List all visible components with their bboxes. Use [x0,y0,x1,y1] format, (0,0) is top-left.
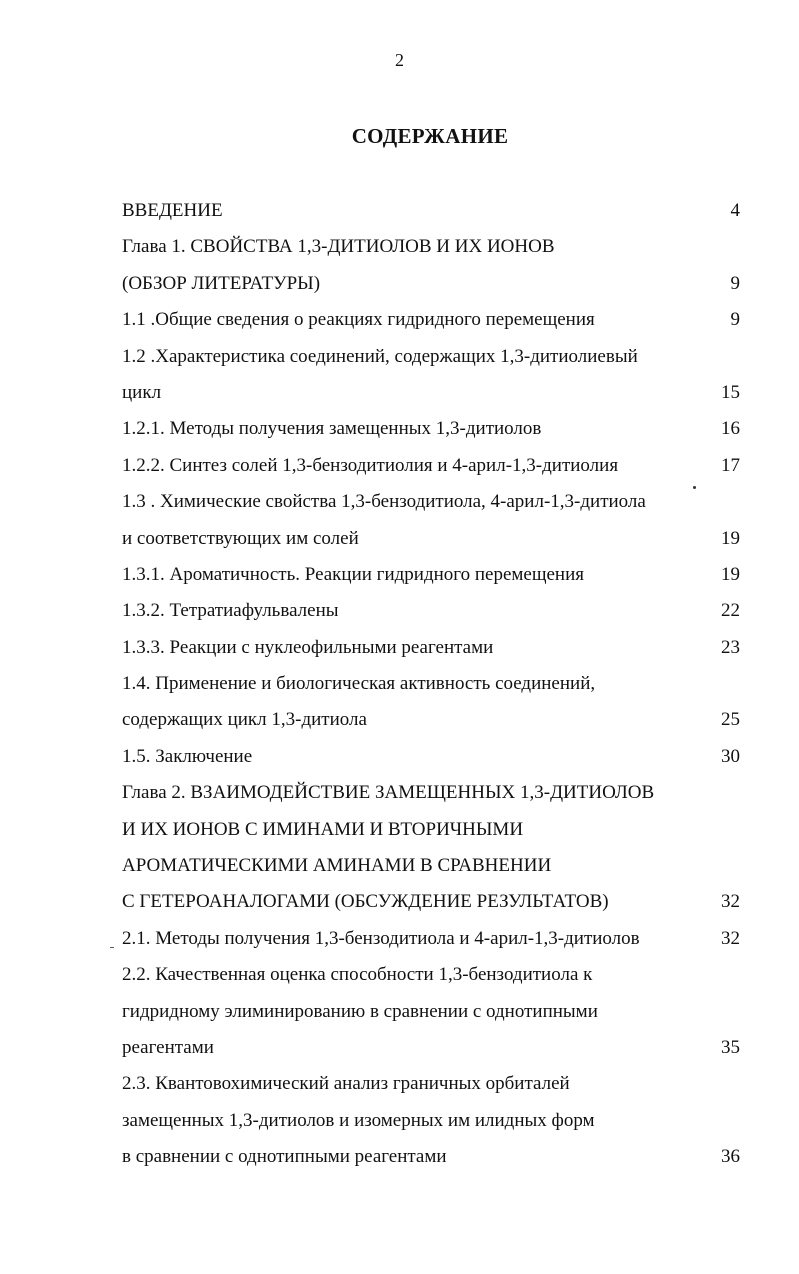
toc-entry [122,411,742,447]
toc-entry [122,775,742,811]
toc-entry-title: 2.1. Методы получения 1,3-бензодитиола и 4-арил-1,3-дитиолов [122,927,640,949]
toc-entry-page: 16 [721,418,740,440]
toc-entry [122,193,742,229]
toc-entry-title: 1.1 .Общие сведения о реакциях гидридного перемещения [122,309,595,331]
scan-artifact-dash [110,947,114,948]
toc-entry-page: 17 [721,454,740,476]
toc-entry [122,739,742,775]
toc-entry-page: 9 [730,309,740,331]
toc-entry [122,266,742,302]
toc-entry [122,593,742,629]
toc-entry-title: С ГЕТЕРОАНАЛОГАМИ (ОБСУЖДЕНИЕ РЕЗУЛЬТАТОВ) [122,891,609,913]
scan-artifact-dot [693,486,696,489]
toc-entry-title: АРОМАТИЧЕСКИМИ АМИНАМИ В СРАВНЕНИИ [122,855,552,877]
toc-entry-title: Глава 1. СВОЙСТВА 1,3-ДИТИОЛОВ И ИХ ИОНОВ [122,236,555,258]
toc-entry-title: и соответствующих им солей [122,527,359,549]
toc-entry-page: 35 [721,1036,740,1058]
toc-entry [122,957,742,993]
toc-entry-title: И ИХ ИОНОВ С ИМИНАМИ И ВТОРИЧНЫМИ [122,818,524,840]
toc-entry-page: 19 [721,527,740,549]
toc-entry-title: 1.2.2. Синтез солей 1,3-бензодитиолия и 4-арил-1,3-дитиолия [122,454,619,476]
toc-entry-title: 1.3.1. Ароматичность. Реакции гидридного перемещения [122,563,584,585]
page-title: СОДЕРЖАНИЕ [351,124,509,148]
toc-entry-title: Глава 2. ВЗАИМОДЕЙСТВИЕ ЗАМЕЩЕННЫХ 1,3-ДИТИОЛОВ [122,782,655,804]
toc-entry-title: 1.3 . Химические свойства 1,3-бензодитиола, 4-арил-1,3-дитиола [122,491,646,513]
toc-entry-title: 1.2 .Характеристика соединений, содержащих 1,3-дитиолиевый [122,345,638,367]
toc-entry-title: 1.2.1. Методы получения замещенных 1,3-дитиолов [122,418,542,440]
toc-entry-title: содержащих цикл 1,3-дитиола [122,709,367,731]
toc-entry-title: в сравнении с однотипными реагентами [122,1146,447,1168]
toc-entry [122,1139,742,1175]
toc-entry [122,339,742,375]
toc-entry-page: 4 [730,200,740,221]
toc-entry-title: 1.3.3. Реакции с нуклеофильными реагентами [122,636,494,658]
toc-entry-page: 36 [721,1146,740,1168]
toc-entry [122,229,742,265]
toc-entry [122,921,742,957]
toc-entry [122,521,742,557]
toc-entry [122,375,742,411]
toc-entry [122,994,742,1030]
toc-entry [122,884,742,920]
toc-entry-title: 1.3.2. Тетратиафульвалены [122,600,339,622]
toc-entry-page: 32 [721,927,740,949]
toc-entry-title: реагентами [122,1036,214,1058]
toc-entry [122,448,742,484]
toc-entry-page: 30 [721,745,740,767]
page-number: 2 [395,50,404,70]
toc-entry [122,702,742,738]
toc-entry-page: 22 [721,600,740,622]
toc-entry-page: 9 [730,272,740,294]
toc-entry-title: 2.2. Качественная оценка способности 1,3-бензодитиола к [122,964,593,986]
table-of-contents [122,193,742,1176]
toc-entry-title: замещенных 1,3-дитиолов и изомерных им илидных форм [122,1109,595,1131]
toc-entry-title: цикл [122,381,162,403]
toc-entry-title: (ОБЗОР ЛИТЕРАТУРЫ) [122,272,321,294]
toc-entry-page: 19 [721,563,740,585]
toc-entry [122,1066,742,1102]
toc-entry [122,630,742,666]
toc-entry-title: ВВЕДЕНИЕ [122,200,223,221]
toc-entry [122,812,742,848]
toc-entry-page: 15 [721,381,740,403]
toc-entry [122,484,742,520]
toc-entry [122,557,742,593]
toc-entry-title: гидридному элиминированию в сравнении с однотипными [122,1000,598,1022]
toc-entry-page: 32 [721,891,740,913]
toc-entry [122,1030,742,1066]
toc-entry-title: 2.3. Квантовохимический анализ граничных орбиталей [122,1073,570,1095]
toc-entry [122,1103,742,1139]
toc-entry-page: 25 [721,709,740,731]
toc-entry [122,666,742,702]
toc-entry [122,848,742,884]
toc-entry-title: 1.4. Применение и биологическая активность соединений, [122,673,596,695]
toc-entry [122,302,742,338]
toc-entry-page: 23 [721,636,740,658]
toc-entry-title: 1.5. Заключение [122,745,253,767]
